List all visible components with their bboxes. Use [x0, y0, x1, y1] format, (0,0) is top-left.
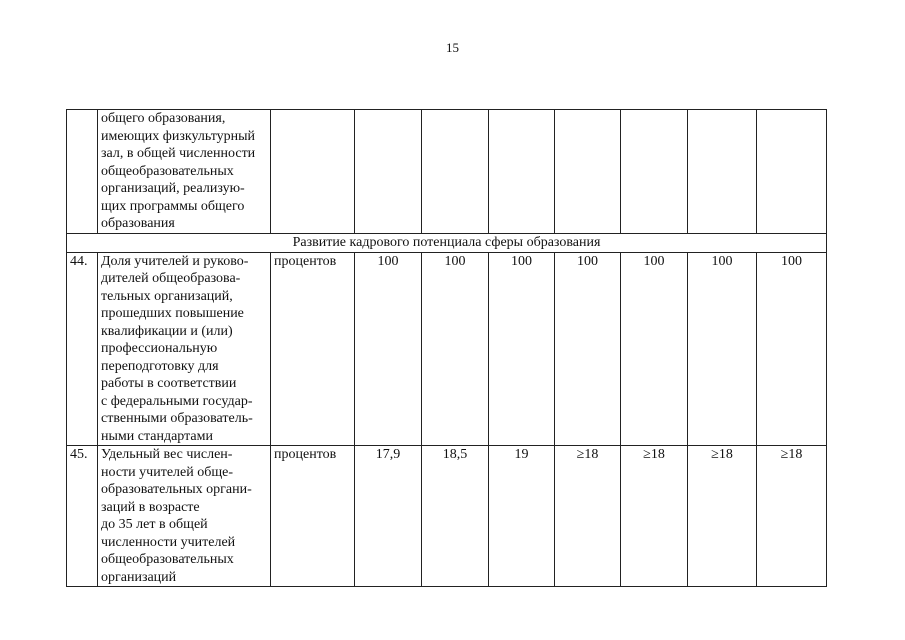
value-cell: 18,5: [422, 446, 489, 587]
row-unit-cell: процентов: [271, 252, 355, 446]
description-line: щих программы общего: [101, 198, 245, 214]
description-line: образования: [101, 216, 175, 231]
value-cell: [355, 110, 422, 234]
description-line: общеобразовательных: [101, 552, 234, 567]
value-cell: 19: [489, 446, 555, 587]
value-cell: ≥18: [688, 446, 757, 587]
value-cell: 100: [355, 252, 422, 446]
table-row: [67, 252, 827, 446]
value-cell: 100: [688, 252, 757, 446]
value-cell: 100: [422, 252, 489, 446]
description-line: Доля учителей и руково-: [101, 253, 249, 269]
value-cell: [688, 110, 757, 234]
indicators-table: [66, 109, 827, 587]
description-line: зал, в общей численности: [101, 146, 256, 161]
row-description-cell: [98, 110, 271, 234]
row-description-cell: [98, 252, 271, 446]
description-line: тельных организаций,: [101, 288, 233, 304]
value-cell: 100: [489, 252, 555, 446]
table-row: [67, 110, 827, 234]
description-line: ственными образователь-: [101, 411, 253, 426]
row-unit-cell: [271, 110, 355, 234]
value-cell: 100: [555, 252, 621, 446]
row-number-cell: 45.: [67, 446, 98, 587]
value-cell: [489, 110, 555, 234]
description-line: дителей общеобразова-: [101, 271, 241, 286]
description-line: прошедших повышение: [101, 306, 244, 321]
table-row: [67, 446, 827, 587]
row-number-cell: [67, 110, 98, 234]
description-line: численности учителей: [101, 534, 236, 550]
value-cell: [621, 110, 688, 234]
description-line: организаций, реализую-: [101, 181, 245, 196]
value-cell: [422, 110, 489, 234]
description-line: образовательных органи-: [101, 482, 252, 497]
description-line: Удельный вес числен-: [101, 447, 233, 462]
value-cell: ≥18: [555, 446, 621, 587]
section-title: Развитие кадрового потенциала сферы образования: [67, 234, 827, 253]
description-line: заций в возрасте: [101, 499, 200, 515]
value-cell: 100: [621, 252, 688, 446]
description-line: общего образования,: [101, 111, 226, 126]
description-line: до 35 лет в общей: [101, 517, 208, 532]
row-number-cell: 44.: [67, 252, 98, 446]
value-cell: [757, 110, 827, 234]
value-cell: 17,9: [355, 446, 422, 587]
description-line: организаций: [101, 569, 177, 585]
value-cell: [555, 110, 621, 234]
page-number: 15: [446, 40, 459, 55]
value-cell: ≥18: [621, 446, 688, 587]
description-line: ными стандартами: [101, 428, 213, 444]
description-line: профессиональную: [101, 341, 218, 356]
section-row: [67, 234, 827, 253]
description-line: квалификации и (или): [101, 323, 233, 339]
row-description-cell: [98, 446, 271, 587]
row-unit-cell: процентов: [271, 446, 355, 587]
value-cell: ≥18: [757, 446, 827, 587]
description-line: общеобразовательных: [101, 163, 234, 179]
description-line: переподготовку для: [101, 358, 219, 374]
description-line: с федеральными государ-: [101, 393, 253, 409]
description-line: работы в соответствии: [101, 376, 237, 391]
description-line: имеющих физкультурный: [101, 128, 256, 144]
description-line: ности учителей обще-: [101, 464, 234, 480]
value-cell: 100: [757, 252, 827, 446]
